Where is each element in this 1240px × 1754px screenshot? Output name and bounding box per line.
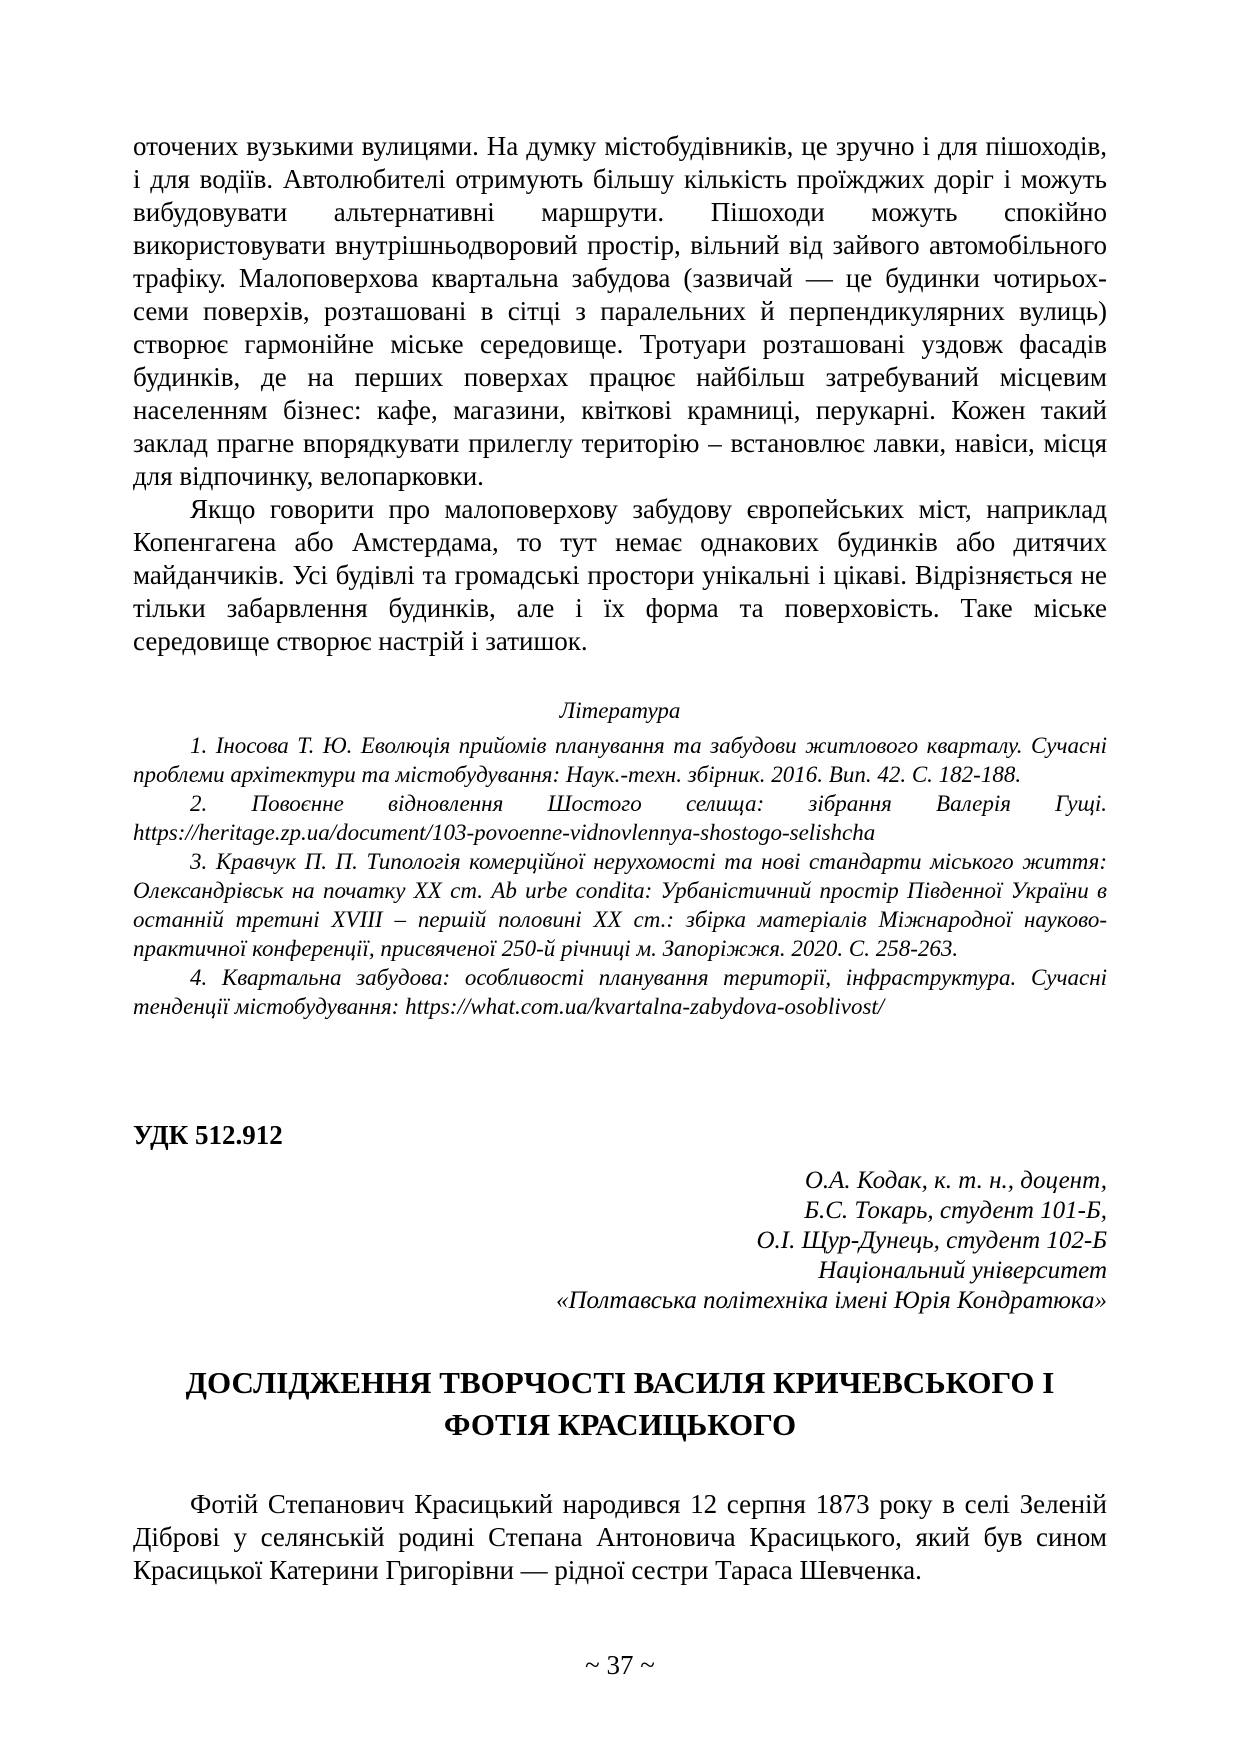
reference-list [133, 731, 1107, 1021]
reference-item: 4. Квартальна забудова: особливості планування території, інфраструктура. Сучасні тенденції містобудування: https://what.com.ua/kvartalna-zabydova-osoblivost/ [133, 965, 1107, 1019]
udc-code: УДК 512.912 [133, 1120, 283, 1150]
paragraph: Якщо говорити про малоповерхову забудову європейських міст, наприклад Копенгагена або Амстердама, то тут немає однакових будинків або дитячих майданчиків. Усі будівлі та громадські простори унікальні і цікаві. Відрізняється не тільки забарвлення будинків, але і їх форма та поверховість. Таке міське середовище створює настрій і затишок. [133, 494, 1107, 656]
article-title: ДОСЛІДЖЕННЯ ТВОРЧОСТІ ВАСИЛЯ КРИЧЕВСЬКОГО І ФОТІЯ КРАСИЦЬКОГО [185, 1365, 1055, 1442]
article-first-paragraph: Фотій Степанович Красицький народився 12 серпня 1873 року в селі Зеленій Діброві у селянській родині Степана Антоновича Красицького, який був сином Красицької Катерини Григорівни — рідної сестри Тараса Шевченка. [133, 1489, 1107, 1585]
affiliation-line: «Полтавська політехніка імені Юрія Кондратюка» [556, 1287, 1107, 1314]
page-number: ~ 37 ~ [585, 1650, 655, 1680]
author-line: Б.С. Токарь, студент 101-Б, [804, 1197, 1107, 1224]
affiliation-line: Національний університет [818, 1257, 1107, 1284]
author-block [133, 1166, 1107, 1316]
reference-item: 3. Кравчук П. П. Типологія комерційної нерухомості та нові стандарти міського життя: Олександрівськ на початку XX ст. Ab urbe condita: Урбаністичний простір Південної України в останній третині XVIII – першій половині XX ст.: збірка матеріалів Міжнародної науково-практичної конференції, присвяченої 250-й річниці м. Запоріжжя. 2020. С. 258-263. [133, 849, 1107, 961]
paragraph-continued: оточених вузькими вулицями. На думку містобудівників, це зручно і для пішоходів, і для водіїв. Автолюбителі отримують більшу кількість проїжджих доріг і можуть вибудовувати альтернативні маршрути. Пішоходи можуть спокійно використовувати внутрішньодворовий простір, вільний від зайвого автомобільного трафіку. Малоповерхова квартальна забудова (зазвичай — це будинки чотирьох-семи поверхів, розташовані в сітці з паралельних й перпендикулярних вулиць) створює гармонійне міське середовище. Тротуари розташовані уздовж фасадів будинків, де на перших поверхах працює найбільш затребуваний місцевим населенням бізнес: кафе, магазини, квіткові крамниці, перукарні. Кожен такий заклад прагне впорядкувати прилеглу територію – встановлює лавки, навіси, місця для відпочинку, велопарковки. [133, 131, 1107, 491]
article-body [133, 1488, 1107, 1587]
author-line: О.І. Щур-Дунець, студент 102-Б [756, 1227, 1107, 1254]
previous-article-body [133, 130, 1107, 658]
reference-item: 1. Іносова Т. Ю. Еволюція прийомів планування та забудови житлового кварталу. Сучасні проблеми архітектури та містобудування: Наук.-техн. збірник. 2016. Вип. 42. С. 182-188. [133, 733, 1107, 787]
literature-heading: Література [559, 698, 681, 723]
author-line: О.А. Кодак, к. т. н., доцент, [804, 1167, 1107, 1194]
reference-item: 2. Повоєнне відновлення Шостого селища: зібрання Валерія Гущі. https://heritage.zp.ua/document/103-povoenne-vidnovlennya-shostogo-selishcha [133, 791, 1107, 845]
